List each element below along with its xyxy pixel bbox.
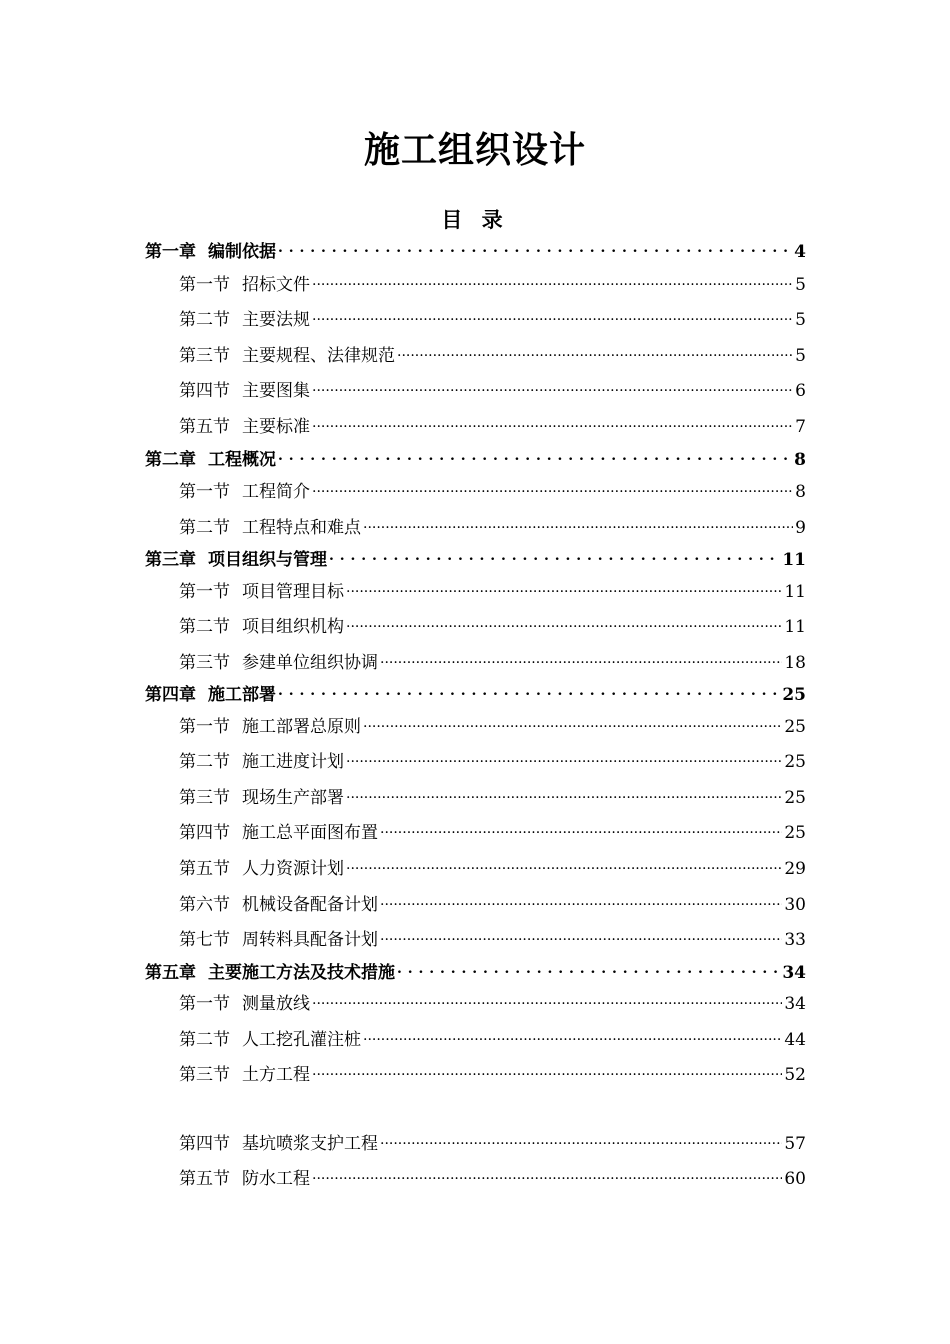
toc-dot-leader (346, 857, 782, 874)
toc-dot-leader (397, 961, 780, 978)
toc-page-number: 52 (784, 1065, 806, 1085)
toc-page-number: 30 (784, 895, 806, 915)
toc-entry-title: 土方工程 (242, 1065, 310, 1085)
toc-heading: 目 录 (441, 207, 509, 232)
toc-section-entry[interactable] (179, 992, 806, 1016)
toc-dot-leader (363, 516, 793, 533)
toc-entry-number: 第五节 (179, 1169, 230, 1189)
toc-entry-number: 第一节 (179, 482, 230, 502)
toc-page-number: 25 (782, 685, 806, 705)
toc-entry-title: 主要施工方法及技术措施 (208, 963, 395, 983)
toc-dot-leader (312, 415, 793, 432)
toc-page-number: 8 (794, 450, 806, 470)
toc-page-number: 9 (795, 518, 806, 538)
toc-page-number: 4 (794, 242, 806, 262)
toc-entry-title: 防水工程 (242, 1169, 310, 1189)
toc-entry-title: 工程概况 (208, 450, 276, 470)
toc-entry-number: 第三节 (179, 788, 230, 808)
toc-entry-number: 第七节 (179, 930, 230, 950)
toc-section-entry[interactable] (179, 580, 806, 604)
toc-page-number: 25 (784, 788, 806, 808)
toc-section-entry[interactable] (179, 893, 806, 917)
toc-page-number: 33 (784, 930, 806, 950)
toc-entry-number: 第四节 (179, 823, 230, 843)
toc-entry-title: 测量放线 (242, 994, 310, 1014)
toc-page-number: 57 (784, 1134, 806, 1154)
toc-page-number: 5 (795, 310, 806, 330)
document-title: 施工组织设计 (363, 129, 586, 171)
toc-page-number: 11 (782, 550, 806, 570)
toc-entry-number: 第五节 (179, 417, 230, 437)
toc-section-entry[interactable] (179, 379, 806, 403)
toc-entry-title: 施工总平面图布置 (242, 823, 378, 843)
toc-chapter-entry[interactable] (145, 240, 806, 264)
toc-page-number: 6 (795, 381, 806, 401)
toc-entry-number: 第六节 (179, 895, 230, 915)
toc-dot-leader (346, 750, 782, 767)
toc-section-entry[interactable] (179, 273, 806, 297)
toc-dot-leader (363, 715, 782, 732)
toc-dot-leader (312, 1063, 782, 1080)
toc-entry-number: 第三节 (179, 346, 230, 366)
toc-entry-title: 参建单位组织协调 (242, 653, 378, 673)
toc-dot-leader (278, 683, 780, 700)
toc-page-number: 25 (784, 717, 806, 737)
toc-dot-leader (312, 379, 793, 396)
toc-chapter-entry[interactable] (145, 683, 806, 707)
toc-entry-number: 第一节 (179, 275, 230, 295)
toc-dot-leader (346, 615, 782, 632)
toc-dot-leader (380, 1132, 782, 1149)
toc-page-number: 44 (784, 1030, 806, 1050)
toc-dot-leader (380, 893, 782, 910)
toc-entry-title: 人力资源计划 (242, 859, 344, 879)
toc-entry-title: 现场生产部署 (242, 788, 344, 808)
toc-entry-number: 第二章 (145, 450, 196, 470)
toc-entry-title: 主要法规 (242, 310, 310, 330)
toc-entry-number: 第一节 (179, 717, 230, 737)
toc-page-number: 29 (784, 859, 806, 879)
toc-chapter-entry[interactable] (145, 448, 806, 472)
toc-page-number: 18 (784, 653, 806, 673)
toc-dot-leader (380, 821, 782, 838)
toc-entry-number: 第四节 (179, 381, 230, 401)
toc-section-entry[interactable] (179, 1132, 806, 1156)
toc-entry-number: 第三节 (179, 1065, 230, 1085)
toc-entry-number: 第三节 (179, 653, 230, 673)
toc-entry-title: 主要规程、法律规范 (242, 346, 395, 366)
toc-page-number: 11 (784, 582, 806, 602)
toc-entry-title: 招标文件 (242, 275, 310, 295)
toc-entry-title: 主要图集 (242, 381, 310, 401)
toc-entry-title: 施工部署总原则 (242, 717, 361, 737)
toc-section-entry[interactable] (179, 928, 806, 952)
toc-chapter-entry[interactable] (145, 961, 806, 985)
toc-entry-number: 第一节 (179, 994, 230, 1014)
toc-entry-number: 第一节 (179, 582, 230, 602)
toc-dot-leader (363, 1028, 782, 1045)
toc-section-entry[interactable] (179, 1167, 806, 1191)
toc-page-number: 8 (795, 482, 806, 502)
toc-page-number: 34 (784, 994, 806, 1014)
toc-section-entry[interactable] (179, 1063, 806, 1087)
toc-dot-leader (346, 580, 782, 597)
toc-section-entry[interactable] (179, 821, 806, 845)
toc-page-number: 11 (784, 617, 806, 637)
toc-page-number: 5 (795, 275, 806, 295)
toc-entry-title: 施工进度计划 (242, 752, 344, 772)
toc-entry-title: 周转料具配备计划 (242, 930, 378, 950)
toc-section-entry[interactable] (179, 857, 806, 881)
toc-dot-leader (380, 928, 782, 945)
toc-dot-leader (312, 480, 793, 497)
toc-page-number: 34 (782, 963, 806, 983)
toc-dot-leader (380, 651, 782, 668)
toc-chapter-entry[interactable] (145, 548, 806, 572)
toc-entry-number: 第四章 (145, 685, 196, 705)
toc-dot-leader (278, 448, 792, 465)
toc-dot-leader (312, 308, 793, 325)
toc-dot-leader (346, 786, 782, 803)
toc-entry-title: 人工挖孔灌注桩 (242, 1030, 361, 1050)
toc-entry-number: 第四节 (179, 1134, 230, 1154)
toc-entry-title: 项目管理目标 (242, 582, 344, 602)
toc-section-entry[interactable] (179, 651, 806, 675)
toc-entry-number: 第二节 (179, 617, 230, 637)
toc-page-number: 25 (784, 823, 806, 843)
toc-section-entry[interactable] (179, 480, 806, 504)
toc-page-number: 5 (795, 346, 806, 366)
toc-page-number: 25 (784, 752, 806, 772)
toc-entry-number: 第二节 (179, 518, 230, 538)
toc-entry-number: 第二节 (179, 310, 230, 330)
toc-entry-number: 第五节 (179, 859, 230, 879)
toc-dot-leader (329, 548, 780, 565)
toc-entry-number: 第三章 (145, 550, 196, 570)
toc-entry-title: 主要标准 (242, 417, 310, 437)
toc-dot-leader (397, 344, 793, 361)
toc-entry-title: 工程特点和难点 (242, 518, 361, 538)
toc-dot-leader (312, 273, 793, 290)
toc-page-number: 60 (784, 1169, 806, 1189)
toc-section-entry[interactable] (179, 415, 806, 439)
toc-entry-title: 机械设备配备计划 (242, 895, 378, 915)
toc-section-entry[interactable] (179, 615, 806, 639)
toc-dot-leader (312, 992, 782, 1009)
toc-section-entry[interactable] (179, 786, 806, 810)
toc-entry-number: 第二节 (179, 1030, 230, 1050)
toc-section-entry[interactable] (179, 344, 806, 368)
toc-entry-title: 工程简介 (242, 482, 310, 502)
toc-dot-leader (278, 240, 792, 257)
toc-section-entry[interactable] (179, 1028, 806, 1052)
toc-entry-number: 第一章 (145, 242, 196, 262)
toc-entry-number: 第五章 (145, 963, 196, 983)
toc-entry-title: 施工部署 (208, 685, 276, 705)
toc-section-entry[interactable] (179, 715, 806, 739)
toc-section-entry[interactable] (179, 308, 806, 332)
toc-entry-title: 编制依据 (208, 242, 276, 262)
toc-entry-number: 第二节 (179, 752, 230, 772)
toc-dot-leader (312, 1167, 782, 1184)
toc-entry-title: 项目组织与管理 (208, 550, 327, 570)
toc-page-number: 7 (795, 417, 806, 437)
toc-section-entry[interactable] (179, 750, 806, 774)
toc-entry-title: 基坑喷浆支护工程 (242, 1134, 378, 1154)
toc-section-entry[interactable] (179, 516, 806, 540)
toc-entry-title: 项目组织机构 (242, 617, 344, 637)
